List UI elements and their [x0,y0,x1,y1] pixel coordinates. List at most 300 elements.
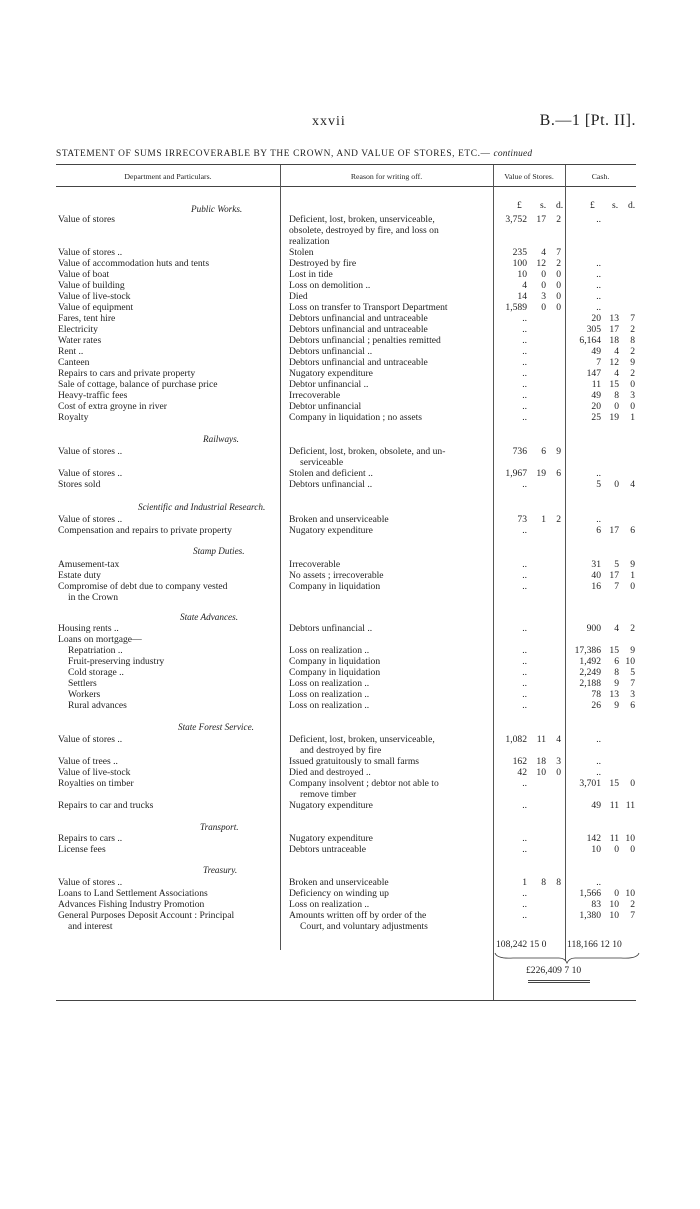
stores-amount: 42 [517,767,527,778]
stores-amount: .. [522,401,527,412]
stores-amount: .. [522,667,527,678]
stores-amount: .. [522,324,527,335]
row-particulars: Royalty [58,412,89,423]
row-particulars: Fares, tent hire [58,313,116,324]
cash-amount: 2 [630,623,635,634]
row-reason: Broken and unserviceable [289,514,389,525]
cash-amount: 2,249 [579,667,601,678]
section-title-treasury: Treasury. [203,865,238,875]
header-department: Department and Particulars. [124,172,212,181]
header-reason: Reason for writing off. [350,172,423,181]
stores-amount: 7 [556,247,561,258]
row-particulars: Value of stores .. [58,734,123,745]
cash-amount: 10 [609,899,619,910]
cash-amount: 3,701 [579,778,601,789]
row-particulars: Value of equipment [58,302,134,313]
cash-amount: 0 [614,888,619,899]
stores-amount: .. [522,700,527,711]
cash-amount: .. [596,269,601,280]
row-particulars: Amusement-tax [58,559,120,570]
cash-amount: .. [596,756,601,767]
row-particulars: General Purposes Deposit Account : Principal [58,910,235,921]
cash-amount: 5 [596,479,601,490]
row-particulars: Value of live-stock [58,767,131,778]
stores-amount: 18 [536,756,546,767]
stores-amount: 0 [556,269,561,280]
cash-amount: 11 [609,833,619,844]
stores-amount: 0 [541,269,546,280]
row-reason-cont: realization [289,236,330,247]
row-reason: Debtors unfinancial .. [289,623,373,634]
stores-amount: .. [522,412,527,423]
stores-amount: 2 [556,258,561,269]
cash-amount: 6 [596,525,601,536]
row-reason: Irrecoverable [289,390,341,401]
cash-amount: 1 [630,412,635,423]
cash-amount: 19 [609,412,619,423]
row-reason: Company in liquidation [289,581,381,592]
row-reason: Debtors unfinancial and untraceable [289,313,428,324]
row-reason-cont: serviceable [300,457,344,468]
cash-amount: .. [596,214,601,225]
lsd-header: £ [590,200,595,211]
stores-amount: 10 [517,269,527,280]
section-title-transport: Transport. [200,822,239,832]
row-reason: Loss on realization .. [289,899,370,910]
cash-amount: 9 [614,700,619,711]
stores-amount: 6 [556,468,561,479]
cash-amount: 11 [591,379,601,390]
row-reason-cont: and destroyed by fire [300,745,382,756]
stores-amount: 4 [541,247,546,258]
cash-amount: 17,386 [574,645,601,656]
row-reason: Died and destroyed .. [289,767,371,778]
cash-amount: 7 [614,581,619,592]
row-reason: Debtors unfinancial .. [289,479,373,490]
stores-amount: 1,967 [505,468,527,479]
row-particulars: Advances Fishing Industry Promotion [58,899,205,910]
cash-amount: 11 [625,800,635,811]
cash-amount: 31 [591,559,601,570]
stores-amount: 1,589 [505,302,527,313]
lsd-header: s. [540,200,547,211]
row-reason: Nugatory expenditure [289,800,373,811]
stores-amount: 10 [536,767,546,778]
cash-amount: 2 [630,324,635,335]
grand-total-underline-2 [528,982,590,983]
cash-amount: 0 [614,479,619,490]
stores-amount: 0 [556,767,561,778]
row-particulars: Value of stores .. [58,446,123,457]
cash-amount: 9 [614,678,619,689]
stores-amount: 8 [556,877,561,888]
cash-amount: 2,188 [579,678,601,689]
cash-amount: 15 [609,778,619,789]
stores-amount: 4 [556,734,561,745]
row-particulars: Estate duty [58,570,101,581]
row-particulars: Canteen [58,357,90,368]
row-reason: Debtor unfinancial .. [289,379,369,390]
row-reason: Deficient, lost, broken, obsolete, and un- [289,446,446,457]
row-particulars: Stores sold [58,479,101,490]
cash-amount: .. [596,258,601,269]
row-reason: Debtors untraceable [289,844,366,855]
title-main: STATEMENT OF SUMS IRRECOVERABLE BY THE CROWN, AND VALUE OF STORES, ETC.— [56,149,491,159]
row-reason: Company insolvent ; debtor not able to [289,778,439,789]
stores-amount: 8 [541,877,546,888]
stores-amount: 0 [541,280,546,291]
stores-amount: 162 [512,756,527,767]
row-reason: Loss on transfer to Transport Department [289,302,448,313]
row-reason: Lost in tide [289,269,333,280]
stores-amount: 0 [541,302,546,313]
stores-amount: .. [522,313,527,324]
row-reason: Amounts written off by order of the [289,910,427,921]
lsd-header: s. [612,200,619,211]
header-rule [56,186,636,187]
stores-amount: .. [522,525,527,536]
cash-amount: 17 [609,570,619,581]
row-reason: Loss on realization .. [289,645,370,656]
cash-amount: 20 [591,313,601,324]
stores-amount: .. [522,357,527,368]
col-divider-1 [280,165,281,950]
stores-amount: 14 [517,291,527,302]
stores-amount: .. [522,678,527,689]
cash-amount: 147 [586,368,601,379]
cash-amount: 6 [630,700,635,711]
cash-amount: 4 [614,623,619,634]
stores-amount: 2 [556,214,561,225]
stores-amount: .. [522,346,527,357]
row-particulars-cont: in the Crown [68,592,119,603]
cash-amount: 305 [586,324,601,335]
row-particulars: Value of stores [58,214,116,225]
stores-amount: 2 [556,514,561,525]
total-cash: 118,166 12 10 [567,939,622,950]
cash-amount: 1,566 [579,888,601,899]
stores-amount: .. [522,570,527,581]
stores-amount: 73 [517,514,527,525]
cash-amount: 7 [630,678,635,689]
cash-amount: 142 [586,833,601,844]
cash-amount: 0 [630,778,635,789]
cash-amount: 10 [625,656,635,667]
row-particulars: Repairs to cars .. [58,833,123,844]
cash-amount: 7 [596,357,601,368]
row-particulars: License fees [58,844,106,855]
cash-amount: 6 [614,656,619,667]
cash-amount: .. [596,514,601,525]
row-particulars: Rent .. [58,346,84,357]
cash-amount: 20 [591,401,601,412]
row-particulars: Rural advances [68,700,127,711]
row-particulars: Value of accommodation huts and tents [58,258,210,269]
row-reason: Stolen and deficient .. [289,468,373,479]
stores-amount: .. [522,888,527,899]
stores-amount: .. [522,800,527,811]
grand-total: £226,409 7 10 [526,965,582,976]
row-reason: Loss on realization .. [289,678,370,689]
cash-amount: 4 [630,479,635,490]
stores-amount: .. [522,559,527,570]
lsd-header: d. [628,200,636,211]
cash-amount: 15 [609,379,619,390]
title-continued: continued [493,149,533,159]
cash-amount: 83 [591,899,601,910]
stores-amount: 19 [536,468,546,479]
top-rule [56,164,636,165]
row-particulars: Electricity [58,324,98,335]
row-particulars: Value of stores .. [58,877,123,888]
cash-amount: .. [596,877,601,888]
stores-amount: .. [522,833,527,844]
row-reason: Company in liquidation ; no assets [289,412,422,423]
stores-amount: .. [522,656,527,667]
row-particulars: Repatriation .. [68,645,123,656]
row-reason: Debtors unfinancial and untraceable [289,357,428,368]
cash-amount: 0 [630,401,635,412]
row-reason: Nugatory expenditure [289,833,373,844]
stores-amount: .. [522,844,527,855]
cash-amount: 18 [609,335,619,346]
header-stores: Value of Stores. [504,172,554,181]
stores-amount: 0 [556,291,561,302]
cash-amount: 0 [614,401,619,412]
cash-amount: 26 [591,700,601,711]
cash-amount: .. [596,302,601,313]
col-divider-3 [565,165,566,961]
stores-amount: 1 [541,514,546,525]
row-reason: Destroyed by fire [289,258,357,269]
row-reason: Debtor unfinancial [289,401,362,412]
cash-amount: 49 [591,800,601,811]
row-reason-cont: Court, and voluntary adjustments [300,921,428,932]
stores-amount: 1 [522,877,527,888]
row-particulars: Value of boat [58,269,110,280]
cash-amount: 2 [630,346,635,357]
cash-amount: 13 [609,689,619,700]
cash-amount: 49 [591,346,601,357]
page-number: xxvii [312,114,346,129]
total-brace [493,952,643,964]
row-particulars-cont: and interest [68,921,113,932]
row-particulars: Compensation and repairs to private property [58,525,232,536]
cash-amount: 49 [591,390,601,401]
cash-amount: .. [596,291,601,302]
cash-amount: 12 [609,357,619,368]
row-particulars: Value of stores .. [58,468,123,479]
section-title-stamp: Stamp Duties. [193,546,245,556]
row-reason-cont: remove timber [300,789,357,800]
row-particulars: Royalties on timber [58,778,134,789]
grand-total-underline-1 [528,980,590,981]
stores-amount: .. [522,899,527,910]
stores-amount: 3,752 [505,214,527,225]
row-particulars: Value of stores .. [58,247,123,258]
cash-amount: 4 [614,368,619,379]
cash-amount: 0 [630,844,635,855]
cash-amount: 10 [625,888,635,899]
row-particulars: Value of building [58,280,125,291]
cash-amount: 900 [586,623,601,634]
cash-amount: .. [596,468,601,479]
cash-amount: 1,492 [579,656,601,667]
cash-amount: 11 [609,800,619,811]
cash-amount: 3 [630,689,635,700]
row-reason: Loss on realization .. [289,700,370,711]
cash-amount: 10 [609,910,619,921]
row-particulars: Settlers [68,678,97,689]
section-title-dsir: Scientific and Industrial Research. [138,502,266,512]
stores-amount: 4 [522,280,527,291]
cash-amount: 17 [609,324,619,335]
row-particulars: Workers [68,689,101,700]
cash-amount: 0 [630,379,635,390]
row-reason: Company in liquidation [289,656,381,667]
row-reason: Deficient, lost, broken, unserviceable, [289,734,435,745]
stores-amount: 235 [512,247,527,258]
stores-amount: .. [522,689,527,700]
cash-amount: 8 [630,335,635,346]
row-particulars: Water rates [58,335,102,346]
row-particulars: Cost of extra groyne in river [58,401,167,412]
row-particulars: Loans on mortgage— [58,634,142,645]
stores-amount: .. [522,623,527,634]
row-reason: No assets ; irrecoverable [289,570,384,581]
cash-amount: 9 [630,357,635,368]
total-stores: 108,242 15 0 [496,939,547,950]
cash-amount: 17 [609,525,619,536]
cash-amount: .. [596,734,601,745]
row-reason: Loss on demolition .. [289,280,371,291]
cash-amount: 40 [591,570,601,581]
cash-amount: 1 [630,570,635,581]
cash-amount: 25 [591,412,601,423]
cash-amount: 0 [630,581,635,592]
row-particulars: Sale of cottage, balance of purchase price [58,379,218,390]
stores-amount: .. [522,910,527,921]
lsd-header: d. [556,200,564,211]
cash-amount: 7 [630,910,635,921]
bottom-rule [56,1000,636,1001]
col-divider-2 [493,165,494,1000]
stores-amount: 12 [536,258,546,269]
row-particulars: Housing rents .. [58,623,119,634]
cash-amount: 15 [609,645,619,656]
cash-amount: 9 [630,645,635,656]
cash-amount: .. [596,280,601,291]
row-particulars: Loans to Land Settlement Associations [58,888,208,899]
stores-amount: 100 [512,258,527,269]
cash-amount: 78 [591,689,601,700]
row-reason: Broken and unserviceable [289,877,389,888]
cash-amount: 8 [614,390,619,401]
section-title-railways: Railways. [203,434,239,444]
cash-amount: 2 [630,899,635,910]
cash-amount: 10 [625,833,635,844]
row-reason: Company in liquidation [289,667,381,678]
stores-amount: 17 [536,214,546,225]
stores-amount: .. [522,581,527,592]
row-reason: Deficient, lost, broken, unserviceable, [289,214,435,225]
stores-amount: 3 [556,756,561,767]
row-particulars: Repairs to car and trucks [58,800,154,811]
stores-amount: 0 [556,280,561,291]
cash-amount: 4 [614,346,619,357]
cash-amount: 16 [591,581,601,592]
cash-amount: 2 [630,368,635,379]
stores-amount: .. [522,379,527,390]
section-title-state_adv: State Advances. [180,612,239,622]
row-particulars: Heavy-traffic fees [58,390,128,401]
row-reason-cont: obsolete, destroyed by fire, and loss on [289,225,439,236]
row-particulars: Compromise of debt due to company vested [58,581,228,592]
row-particulars: Cold storage .. [68,667,124,678]
row-reason: Loss on realization .. [289,689,370,700]
stores-amount: 6 [541,446,546,457]
stores-amount: .. [522,335,527,346]
row-particulars: Fruit-preserving industry [68,656,165,667]
cash-amount: .. [596,767,601,778]
cash-amount: 0 [614,844,619,855]
row-reason: Deficiency on winding up [289,888,389,899]
row-particulars: Repairs to cars and private property [58,368,196,379]
stores-amount: .. [522,645,527,656]
row-reason: Debtors unfinancial ; penalties remitted [289,335,441,346]
row-reason: Irrecoverable [289,559,341,570]
row-reason: Died [289,291,308,302]
row-reason: Nugatory expenditure [289,525,373,536]
cash-amount: 6,164 [579,335,601,346]
stores-amount: .. [522,778,527,789]
cash-amount: 13 [609,313,619,324]
document-reference: B.—1 [Pt. II]. [539,112,636,129]
stores-amount: 3 [541,291,546,302]
cash-amount: 6 [630,525,635,536]
row-reason: Stolen [289,247,314,258]
row-reason: Debtors unfinancial and untraceable [289,324,428,335]
stores-amount: 0 [556,302,561,313]
stores-amount: 1,082 [505,734,527,745]
row-reason: Issued gratuitously to small farms [289,756,420,767]
row-particulars: Value of live-stock [58,291,131,302]
section-title-forest: State Forest Service. [178,722,254,732]
section-title-public_works: Public Works. [191,204,243,214]
row-particulars: Value of stores .. [58,514,123,525]
row-particulars: Value of trees .. [58,756,118,767]
cash-amount: 7 [630,313,635,324]
stores-amount: 9 [556,446,561,457]
cash-amount: 3 [630,390,635,401]
stores-amount: 736 [512,446,527,457]
row-reason: Debtors unfinancial .. [289,346,373,357]
stores-amount: 11 [536,734,546,745]
stores-amount: .. [522,390,527,401]
row-reason: Nugatory expenditure [289,368,373,379]
cash-amount: 5 [630,667,635,678]
stores-amount: .. [522,368,527,379]
header-cash: Cash. [591,172,610,181]
cash-amount: 8 [614,667,619,678]
cash-amount: 5 [614,559,619,570]
cash-amount: 10 [591,844,601,855]
statement-title [56,149,640,159]
lsd-header: £ [517,200,522,211]
stores-amount: .. [522,479,527,490]
cash-amount: 1,380 [579,910,601,921]
cash-amount: 9 [630,559,635,570]
